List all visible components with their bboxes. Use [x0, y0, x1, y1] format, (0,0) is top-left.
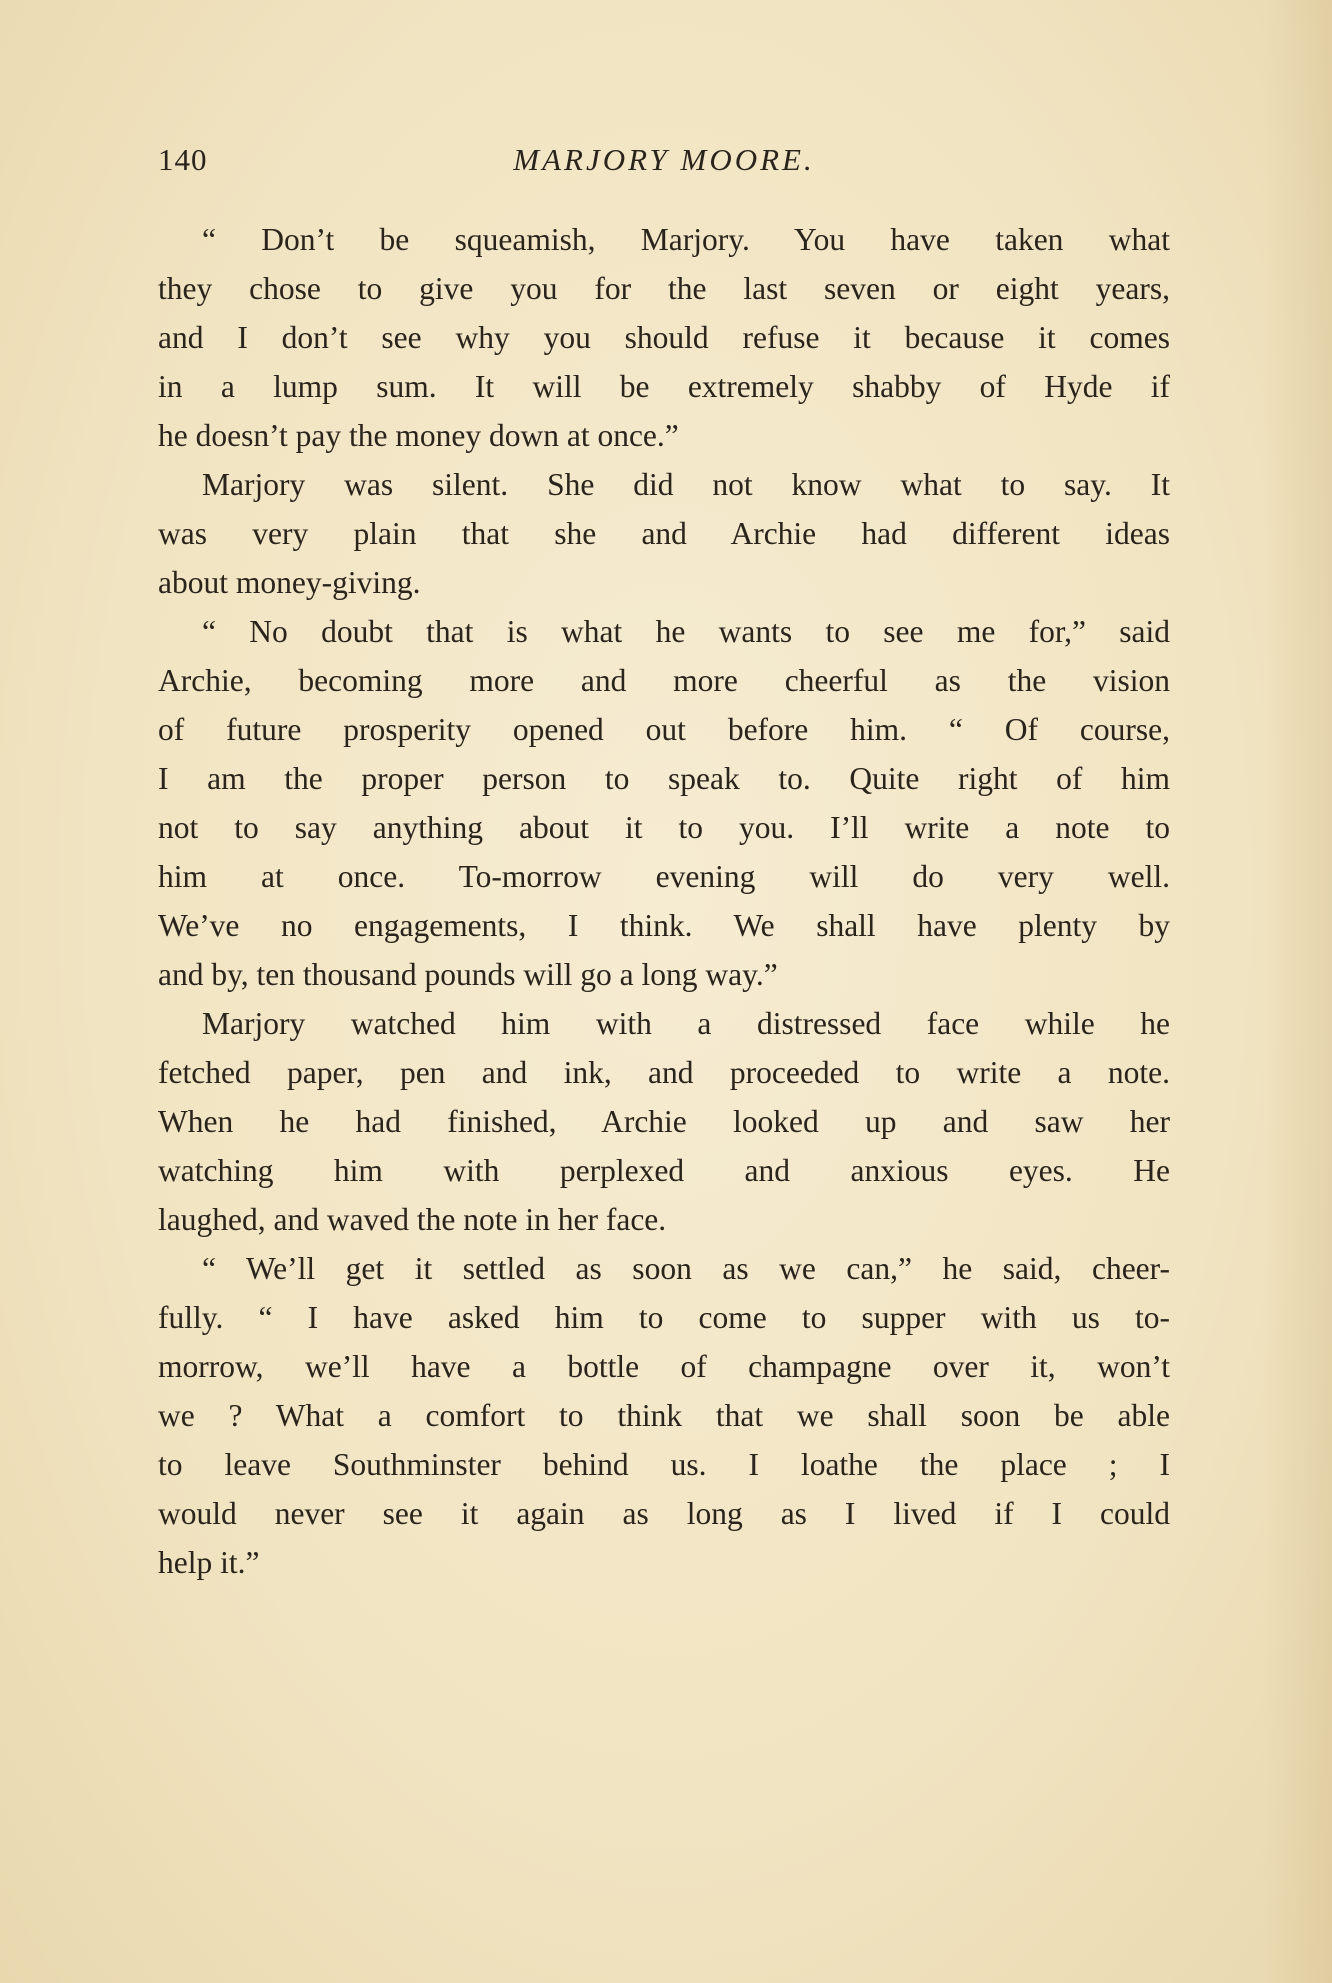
- text-line: he doesn’t pay the money down at once.”: [158, 418, 679, 453]
- text-line: help it.”: [158, 1545, 260, 1580]
- paragraph: [158, 215, 1170, 460]
- paragraph: [158, 1244, 1170, 1587]
- text-line: When he had finished, Archie looked up and saw her: [158, 1104, 1170, 1139]
- page-number: 140: [158, 142, 208, 177]
- paragraph: [158, 460, 1170, 607]
- text-line: would never see it again as long as I lived if I could: [158, 1496, 1170, 1531]
- text-line: Marjory was silent. She did not know what to say. It: [202, 467, 1170, 502]
- text-line: they chose to give you for the last seven or eight years,: [158, 271, 1170, 306]
- body-text: [158, 215, 1170, 1587]
- text-line: We’ve no engagements, I think. We shall have plenty by: [158, 908, 1170, 943]
- text-line: to leave Southminster behind us. I loathe the place ; I: [158, 1447, 1170, 1482]
- text-line: morrow, we’ll have a bottle of champagne over it, won’t: [158, 1349, 1170, 1384]
- text-line: Marjory watched him with a distressed face while he: [202, 1006, 1170, 1041]
- text-line: I am the proper person to speak to. Quite right of him: [158, 761, 1170, 796]
- text-line: about money-giving.: [158, 565, 421, 600]
- text-line: fully. “ I have asked him to come to supper with us to-: [158, 1300, 1170, 1335]
- text-line: “ Don’t be squeamish, Marjory. You have taken what: [202, 222, 1170, 257]
- paragraph: [158, 999, 1170, 1244]
- text-line: and by, ten thousand pounds will go a long way.”: [158, 957, 778, 992]
- running-head: MARJORY MOORE.: [513, 142, 815, 177]
- paragraph: [158, 607, 1170, 999]
- text-line: him at once. To-morrow evening will do very well.: [158, 859, 1170, 894]
- text-line: fetched paper, pen and ink, and proceeded to write a note.: [158, 1055, 1170, 1090]
- text-line: Archie, becoming more and more cheerful as the vision: [158, 663, 1170, 698]
- text-line: and I don’t see why you should refuse it because it comes: [158, 320, 1170, 355]
- text-line: not to say anything about it to you. I’ll write a note to: [158, 810, 1170, 845]
- text-line: “ We’ll get it settled as soon as we can,” he said, cheer-: [202, 1251, 1170, 1286]
- page-header: [158, 142, 1170, 186]
- text-line: we ? What a comfort to think that we shall soon be able: [158, 1398, 1170, 1433]
- text-line: in a lump sum. It will be extremely shabby of Hyde if: [158, 369, 1170, 404]
- text-line: watching him with perplexed and anxious eyes. He: [158, 1153, 1170, 1188]
- page-edge-shading: [1262, 0, 1332, 1983]
- text-line: was very plain that she and Archie had different ideas: [158, 516, 1170, 551]
- text-line: of future prosperity opened out before him. “ Of course,: [158, 712, 1170, 747]
- text-line: “ No doubt that is what he wants to see me for,” said: [202, 614, 1170, 649]
- text-line: laughed, and waved the note in her face.: [158, 1202, 667, 1237]
